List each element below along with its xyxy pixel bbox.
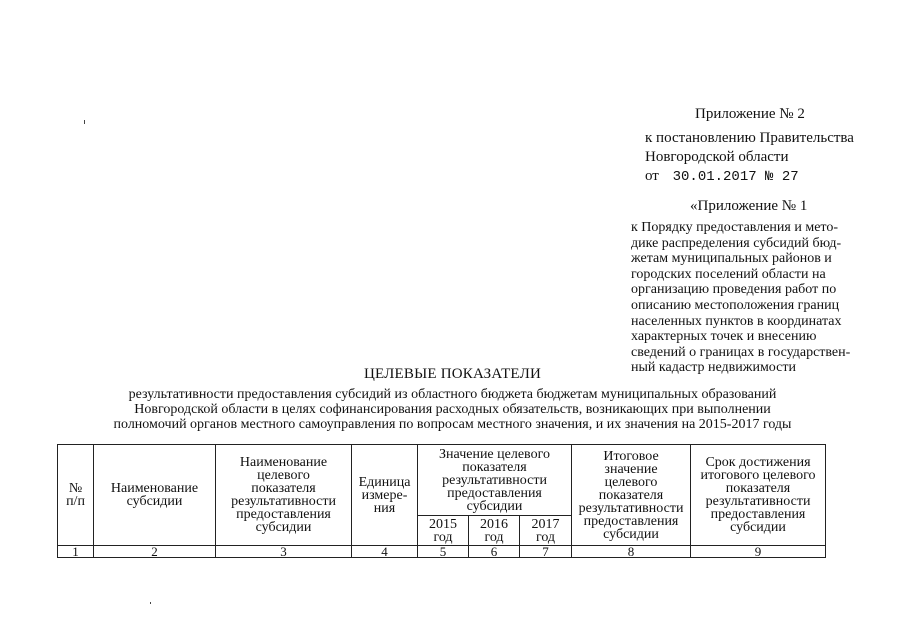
- header-line: результативности: [442, 472, 547, 488]
- header-target-value-group: [418, 445, 572, 516]
- column-number: 5: [418, 546, 469, 558]
- header-line: субсидии: [255, 520, 312, 535]
- header-line: субсидии: [730, 520, 786, 535]
- appendix1-line: жетам муниципальных районов и: [631, 251, 832, 267]
- header-final-value: [572, 445, 691, 546]
- appendix2-date: [645, 168, 854, 187]
- appendix1-line: дике распределения субсидий бюд-: [631, 235, 842, 251]
- header-line: предоставления: [710, 507, 806, 522]
- appendix1-line: городских поселений области на: [631, 266, 826, 282]
- header-line: №: [68, 481, 83, 496]
- header-line: показателя: [598, 487, 664, 503]
- column-number: 1: [58, 546, 94, 558]
- header-line: 2016: [480, 516, 508, 532]
- appendix2-line: Новгородской области: [645, 149, 789, 165]
- appendix1-line: описанию местоположения границ: [631, 297, 840, 313]
- appendix2-block: [645, 130, 854, 187]
- column-number: 3: [216, 546, 352, 558]
- header-line: результативности: [705, 494, 811, 509]
- appendix1-line: организацию проведения работ по: [631, 282, 837, 298]
- header-line: ния: [373, 500, 396, 516]
- scan-mark: [150, 602, 151, 604]
- appendix1-line: характерных точек и внесению: [631, 329, 817, 345]
- header-line: предоставления: [583, 513, 679, 529]
- appendix2-date-prefix: от: [645, 168, 659, 184]
- header-line: предоставления: [236, 507, 331, 522]
- appendix1-line: сведений о границах в государствен-: [631, 344, 851, 360]
- header-line: п/п: [66, 494, 85, 509]
- header-unit: [352, 445, 418, 546]
- subtitle-line: полномочий органов местного самоуправления по вопросам местного значения, и их значения на 2015-2017 годы: [113, 417, 792, 432]
- header-indicator-name: [216, 445, 352, 546]
- header-line: значение: [604, 461, 658, 477]
- header-year-2016: [469, 516, 520, 546]
- header-line: показателя: [725, 481, 791, 496]
- column-number: 2: [94, 546, 216, 558]
- header-line: Значение целевого: [439, 446, 550, 462]
- header-line: предоставления: [447, 485, 542, 501]
- header-line: Единица: [358, 474, 411, 490]
- header-line: измере-: [361, 487, 408, 503]
- table-number-row: [58, 546, 826, 558]
- indicators-table: [57, 444, 826, 558]
- appendix1-title: «Приложение № 1: [690, 198, 808, 214]
- scan-mark: [84, 120, 85, 124]
- header-line: год: [484, 529, 504, 545]
- header-line: Наименование: [110, 481, 199, 496]
- appendix2-title: Приложение № 2: [695, 106, 805, 122]
- header-year-2017: [520, 516, 572, 546]
- appendix1-description: [631, 220, 869, 376]
- header-subsidy-name: [94, 445, 216, 546]
- header-line: субсидии: [603, 526, 659, 542]
- header-line: 2017: [531, 516, 560, 532]
- column-number: 4: [352, 546, 418, 558]
- column-number: 7: [520, 546, 572, 558]
- header-year-2015: [418, 516, 469, 546]
- header-line: показателя: [462, 459, 527, 475]
- subtitle-line: результативности предоставления субсидий из областного бюджета бюджетам муниципальных образований: [128, 387, 777, 402]
- appendix1-line: населенных пунктов в координатах: [631, 313, 842, 329]
- document-subtitle: [70, 387, 835, 432]
- header-line: показателя: [251, 481, 316, 496]
- header-line: год: [433, 529, 453, 545]
- header-line: 2015: [429, 516, 457, 532]
- appendix2-line: к постановлению Правительства: [645, 130, 854, 146]
- appendix2-date-value: 30.01.2017 № 27: [672, 169, 799, 185]
- column-number: 9: [691, 546, 826, 558]
- header-line: результативности: [231, 494, 336, 509]
- header-line: Итоговое: [603, 448, 659, 464]
- header-deadline: [691, 445, 826, 546]
- header-line: Срок достижения: [705, 455, 811, 470]
- subtitle-line: Новгородской области в целях софинансирования расходных обязательств, возникающих при выполнении: [134, 402, 771, 417]
- header-line: результативности: [578, 500, 684, 516]
- document-title: ЦЕЛЕВЫЕ ПОКАЗАТЕЛИ: [363, 366, 542, 382]
- header-line: Наименование: [239, 455, 328, 470]
- header-line: субсидии: [126, 494, 183, 509]
- header-line: целевого: [604, 474, 658, 490]
- header-line: целевого: [257, 468, 310, 483]
- appendix1-line: ный кадастр недвижимости: [631, 360, 796, 376]
- header-line: итогового целевого: [700, 468, 816, 483]
- appendix1-line: к Порядку предоставления и мето-: [631, 220, 838, 235]
- table-header-row: [58, 445, 826, 516]
- header-line: субсидии: [466, 498, 523, 514]
- column-number: 6: [469, 546, 520, 558]
- header-line: год: [535, 529, 556, 545]
- column-number: 8: [572, 546, 691, 558]
- header-number: [58, 445, 94, 546]
